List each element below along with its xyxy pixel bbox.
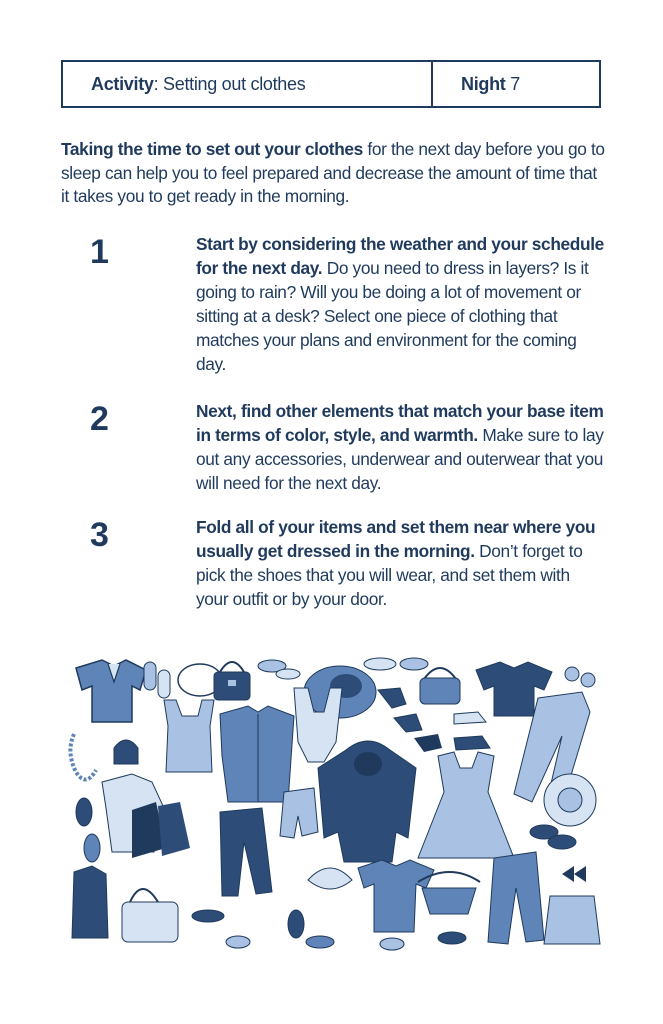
intro-rest: for the next day before you go to sleep can help you to feel prepared and decrease the amount of time that it takes you to get ready in the morning. [61, 139, 605, 206]
shoe-icon [84, 834, 100, 862]
activity-value: : Setting out clothes [153, 73, 306, 94]
heel-shoe-icon [378, 688, 406, 708]
jeans-icon [488, 852, 544, 944]
night-cell [433, 62, 520, 106]
step-number: 3 [90, 516, 109, 554]
shoe-icon [306, 936, 334, 948]
beanie-icon [114, 740, 138, 764]
step-text [196, 232, 606, 376]
step-bold: Start by considering the weather and your schedule for the next day. [196, 234, 604, 278]
hoodie-icon [318, 741, 416, 862]
denim-jacket-icon [220, 706, 294, 802]
clutch-icon [308, 868, 352, 889]
heel-shoe-icon [394, 714, 422, 732]
shorts-icon [280, 788, 318, 838]
shoe-icon [438, 932, 466, 944]
shoe-icon [400, 658, 428, 670]
shoe-icon [192, 910, 224, 922]
step-bold: Next, find other elements that match your base item in terms of color, style, and warmth. [196, 401, 604, 445]
boots-icon [132, 802, 190, 858]
clothing-collage-illustration [62, 652, 607, 962]
step-bold: Fold all of your items and set them near where you usually get dressed in the morning. [196, 517, 596, 561]
activity-header-box [61, 60, 601, 108]
shoe-icon [380, 938, 404, 950]
step-rest: Make sure to lay out any accessories, underwear and outerwear that you will need for the next day. [196, 425, 604, 493]
sneaker-icon [454, 712, 486, 724]
dress-icon [418, 752, 514, 858]
tank-top-icon [164, 700, 214, 772]
tank-top-icon [72, 866, 108, 938]
shoe-icon [364, 658, 396, 670]
step-text [196, 515, 606, 611]
step-number: 1 [90, 233, 109, 271]
t-shirt-icon [358, 860, 434, 932]
step-rest: Do you need to dress in layers? Is it going to rain? Will you be doing a lot of movement or sitting at a desk? Select one piece of clothing that matches your plans and environment for the coming day. [196, 258, 589, 374]
shoe-icon [288, 910, 304, 938]
skinny-jeans-icon [220, 808, 272, 896]
pearl-necklace-icon [70, 734, 96, 780]
shoe-icon [226, 936, 250, 948]
activity-label: Activity [91, 73, 154, 94]
sandals-icon [530, 825, 576, 849]
intro-bold: Taking the time to set out your clothes [61, 139, 363, 159]
activity-title-cell [63, 62, 433, 106]
sunglasses-icon [565, 667, 595, 687]
sneaker-icon [454, 736, 490, 750]
tote-bag-icon [122, 889, 178, 942]
handbag-icon [214, 662, 250, 700]
polo-shirt-icon [76, 660, 146, 722]
bow-icon [562, 866, 586, 882]
step-number: 2 [90, 400, 109, 438]
skirt-icon [544, 896, 600, 944]
crossbody-bag-icon [420, 668, 460, 704]
step-text [196, 399, 606, 495]
sandals-icon [144, 662, 170, 698]
shoe-icon [276, 669, 300, 679]
straw-hat-icon [544, 774, 596, 826]
shoe-icon [76, 798, 92, 826]
intro-paragraph [61, 138, 606, 209]
heel-shoe-icon [414, 734, 442, 752]
night-value: 7 [505, 73, 520, 94]
step-rest: Don’t forget to pick the shoes that you will wear, and set them with your outfit or by your door. [196, 541, 583, 609]
night-label: Night [461, 73, 506, 94]
